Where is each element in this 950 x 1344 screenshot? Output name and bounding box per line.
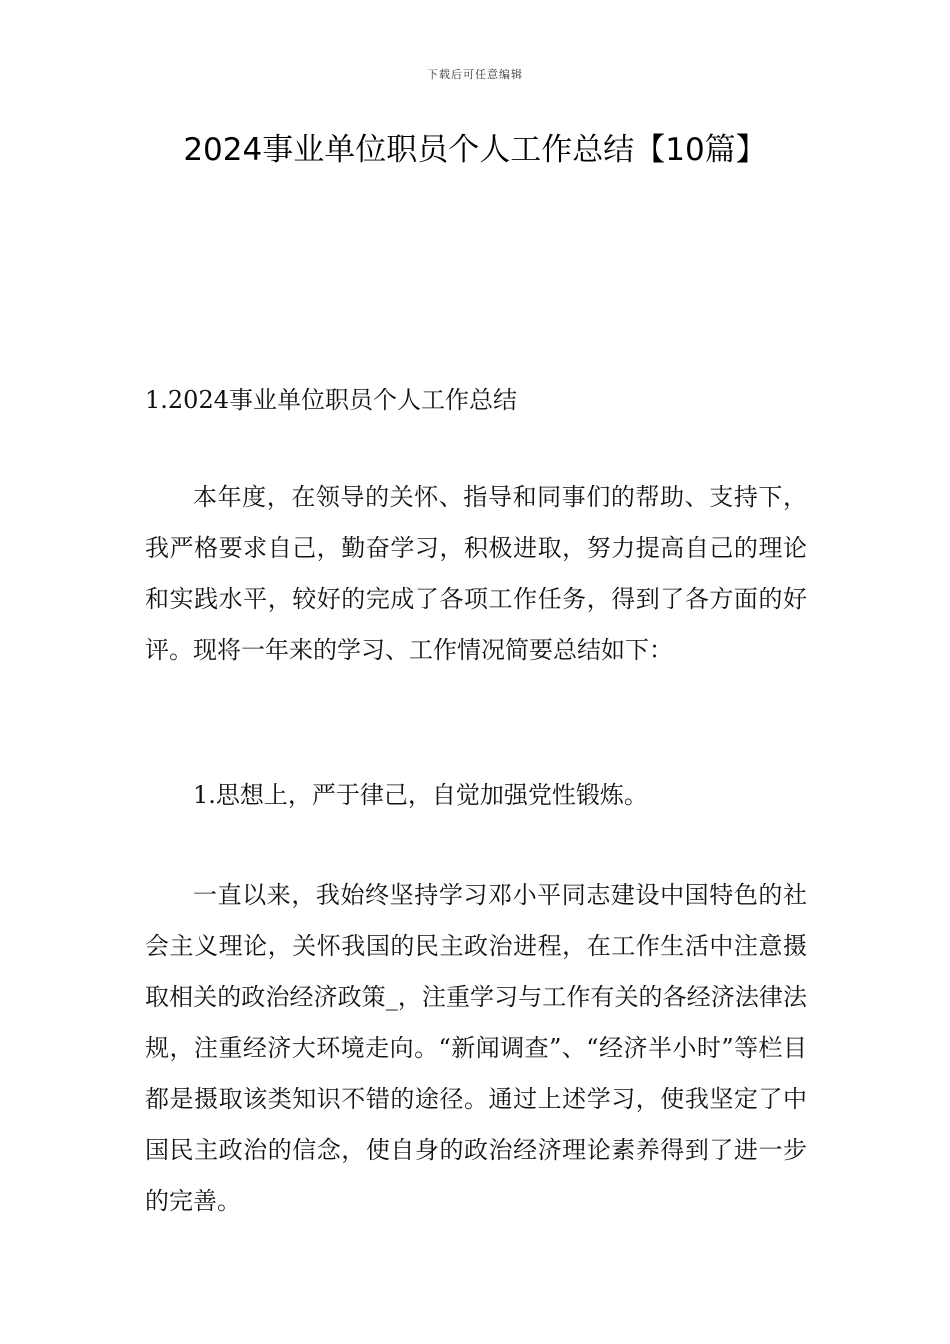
header-note: 下载后可任意编辑: [427, 68, 523, 81]
paragraph-point-1: 1.思想上，严于律己，自觉加强党性锻炼。: [193, 781, 648, 809]
paragraph-body-1: 一直以来，我始终坚持学习邓小平同志建设中国特色的社会主义理论，关怀我国的民主政治进程，在工作生活中注意摄取相关的政治经济政策_，注重学习与工作有关的各经济法律法规，注重经济大环境走向。“新闻调查”、“经济半小时”等栏目都是摄取该类知识不错的途径。通过上述学习，使我坚定了中国民主政治的信念，使自身的政治经济理论素养得到了进一步的完善。: [145, 881, 807, 1215]
document-title: 2024事业单位职员个人工作总结【10篇】: [183, 132, 767, 168]
paragraph-intro: 本年度，在领导的关怀、指导和同事们的帮助、支持下，我严格要求自己，勤奋学习，积极进取，努力提高自己的理论和实践水平，较好的完成了各项工作任务，得到了各方面的好评。现将一年来的学习、工作情况简要总结如下：: [145, 483, 807, 664]
section-heading: 1.2024事业单位职员个人工作总结: [145, 386, 517, 414]
